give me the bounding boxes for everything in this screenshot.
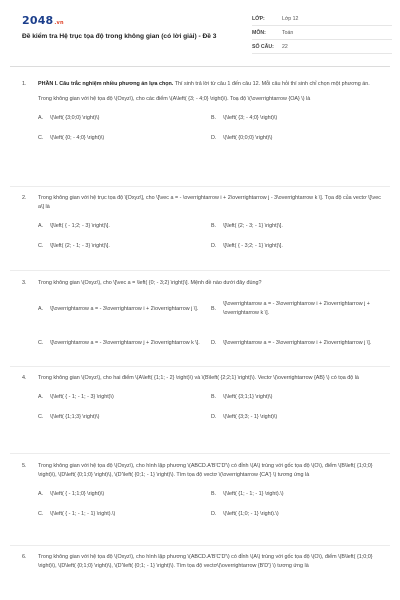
answer-option-c[interactable] [38,510,211,519]
logo-text: 2048 [22,14,54,27]
question-number: 5. [22,463,27,469]
option-text: \(\left( {3;1;1} \right)\) [223,393,273,400]
answer-option-b[interactable] [211,393,384,402]
option-text: \(\left( {3;3; - 1} \right)\) [223,413,278,420]
option-text: \[\left( { - 3;2; - 1} \right)\]. [223,243,283,250]
option-label: B. [211,305,217,312]
meta-key: LỚP: [252,15,265,22]
answer-option-a[interactable] [38,114,211,123]
answer-options [38,217,384,257]
question-3 [22,279,384,356]
option-label: D. [211,243,217,250]
question-text: Trong không gian \(Oxyz\), cho \[\vec a = \left( {0; - 3;2} \right)\]. Mệnh đề nào dưới đây đúng? [38,280,262,286]
option-label: B. [211,491,217,498]
option-text: \[\left( { - 1;2; - 3} \right)\]. [50,223,110,230]
meta-value: Toán [282,29,294,36]
question-text: Trong không gian với hệ tọa độ \(Oxyz\), cho hình lập phương \(ABCD.A'B'C'D'\) có đỉnh \(A\) trùng với gốc tọa độ \(O\), điểm \(B\left( {1;0;0} \right)\), \(D\left( {0;1;0} \right)\), \(D'\left( {0;1; - 1} \right)\). Tìm tọa độ vectơ \(\overrightarrow {CA'} \) tương ứng là [38,463,373,479]
option-label: C. [38,413,44,420]
question-divider [10,545,390,546]
option-label: B. [211,223,217,230]
exam-meta-table [252,12,392,54]
question-1 [22,80,384,149]
answer-options [38,485,384,525]
meta-key: SỐ CÂU: [252,43,274,50]
option-text: \(\left( { - 1;1;0} \right)\) [50,491,105,498]
answer-option-a[interactable] [38,305,211,314]
question-5 [22,462,384,525]
question-6 [22,553,384,572]
answer-option-c[interactable] [38,413,211,422]
question-divider [10,186,390,187]
answer-option-d[interactable] [211,510,384,519]
option-label: A. [38,305,44,312]
answer-option-b[interactable] [211,490,384,499]
question-4 [22,374,384,427]
meta-row-count [252,40,392,54]
option-label: C. [38,243,44,250]
option-label: D. [211,339,217,346]
answer-options [38,109,384,149]
question-text: Trong không gian \(Oxyz\), cho hai điểm \(A\left( {1;1; - 2} \right)\) và \(B\left( {2;2;1} \right)\). Vectơ \(\overrightarrow {AB} \) có tọa độ là [38,375,359,381]
option-text: \[\overrightarrow a = - 3\overrightarrow i + 2\overrightarrow j + \overrightarrow k \]. [223,301,370,317]
option-label: B. [211,115,217,122]
option-text: \[\overrightarrow a = - 3\overrightarrow j + 2\overrightarrow k \]. [50,339,200,346]
meta-row-subject [252,26,392,40]
answer-option-c[interactable] [38,242,211,251]
question-number: 3. [22,280,27,286]
question-text: Trong không gian với hệ trục tọa độ \[Oxyz\], cho \[\vec a = - \overrightarrow i + 2\overrightarrow j - 3\overrightarrow k \]. Tọa độ của vectơ \[\vec a\] là [38,195,381,211]
option-text: \(\left( { - 1; - 1; - 3} \right)\) [50,393,114,400]
answer-option-a[interactable] [38,393,211,402]
option-label: C. [38,135,44,142]
option-label: C. [38,339,44,346]
answer-option-c[interactable] [38,339,211,348]
option-text: \(\left( {3;0;0} \right)\) [50,115,100,122]
site-logo[interactable] [22,14,64,27]
option-label: A. [38,393,44,400]
logo-suffix: .vn [54,20,64,26]
question-divider [10,453,390,454]
answer-options [38,296,384,356]
option-label: C. [38,511,44,518]
answer-option-a[interactable] [38,490,211,499]
answer-option-d[interactable] [211,242,384,251]
question-2 [22,194,384,257]
option-text: \(\left( {1;0; - 1} \right).\) [223,511,279,518]
question-divider [10,270,390,271]
question-text: Trong không gian với hệ tọa độ \(Oxyz\), cho hình lập phương \(ABCD.A'B'C'D'\) có đỉnh \(A\) trùng với gốc tọa độ \(O\), điểm \(B\left( {1;0;0} \right)\), \(D\left( {0;1;0} \right)\), \(D'\left( {0;1; - 1} \right)\). Tìm tọa độ vectơ\(\overrightarrow {B'D'} \) tương ứng là [38,554,373,570]
option-label: B. [211,393,217,400]
option-text: \[\left( {2; - 1; - 3} \right)\]. [50,243,110,250]
answer-option-b[interactable] [211,222,384,231]
option-text: \(\left( {1; - 1; - 1} \right).\) [223,491,284,498]
option-text: \(\left( {3; - 4;0} \right)\) [223,115,278,122]
question-number: 2. [22,195,27,201]
section-intro [38,80,384,89]
meta-key: MÔN: [252,29,266,36]
option-text: \(\left( {0;0;0} \right)\) [223,135,273,142]
option-label: D. [211,135,217,142]
answer-option-b[interactable] [211,300,384,319]
option-text: \[\left( {2; - 3; - 1} \right)\]. [223,223,283,230]
option-text: \[\overrightarrow a = - 3\overrightarrow i + 2\overrightarrow j \]. [223,339,372,346]
option-label: D. [211,413,217,420]
question-number: 1. [22,81,27,87]
answer-option-d[interactable] [211,134,384,143]
answer-option-b[interactable] [211,114,384,123]
option-label: A. [38,223,44,230]
section-heading: PHẦN I. Câu trắc nghiệm nhiều phương án lựa chọn. [38,81,174,87]
option-label: A. [38,491,44,498]
header-divider [10,66,390,67]
option-text: \(\left( {1;1;3} \right)\) [50,413,100,420]
answer-option-d[interactable] [211,413,384,422]
question-text: Trong không gian với hệ tọa độ \(Oxyz\), cho các điểm \(A\left( {3; - 4;0} \right)\). Toạ độ \(\overrightarrow {OA} \) là [38,96,311,103]
meta-value: Lớp 12 [282,15,299,22]
question-divider [10,366,390,367]
option-label: A. [38,115,44,122]
answer-options [38,387,384,427]
option-label: D. [211,511,217,518]
answer-option-c[interactable] [38,134,211,143]
option-text: \(\left( { - 1; - 1; - 1} \right).\) [50,511,116,518]
exam-header [0,0,400,62]
exam-title: Đề kiểm tra Hệ trục tọa độ trong không gian (có lời giải) - Đề 3 [22,33,217,40]
option-text: \(\left( {0; - 4;0} \right)\) [50,135,105,142]
meta-row-class [252,12,392,26]
option-text: \[\overrightarrow a = - 3\overrightarrow i + 2\overrightarrow j \]. [50,305,199,312]
answer-option-d[interactable] [211,339,384,348]
question-number: 6. [22,554,27,560]
section-instructions: Thí sinh trả lời từ câu 1 đến câu 12. Mỗi câu hỏi thí sinh chỉ chọn một phương án. [173,81,370,87]
meta-value: 22 [282,43,288,50]
answer-option-a[interactable] [38,222,211,231]
question-number: 4. [22,375,27,381]
